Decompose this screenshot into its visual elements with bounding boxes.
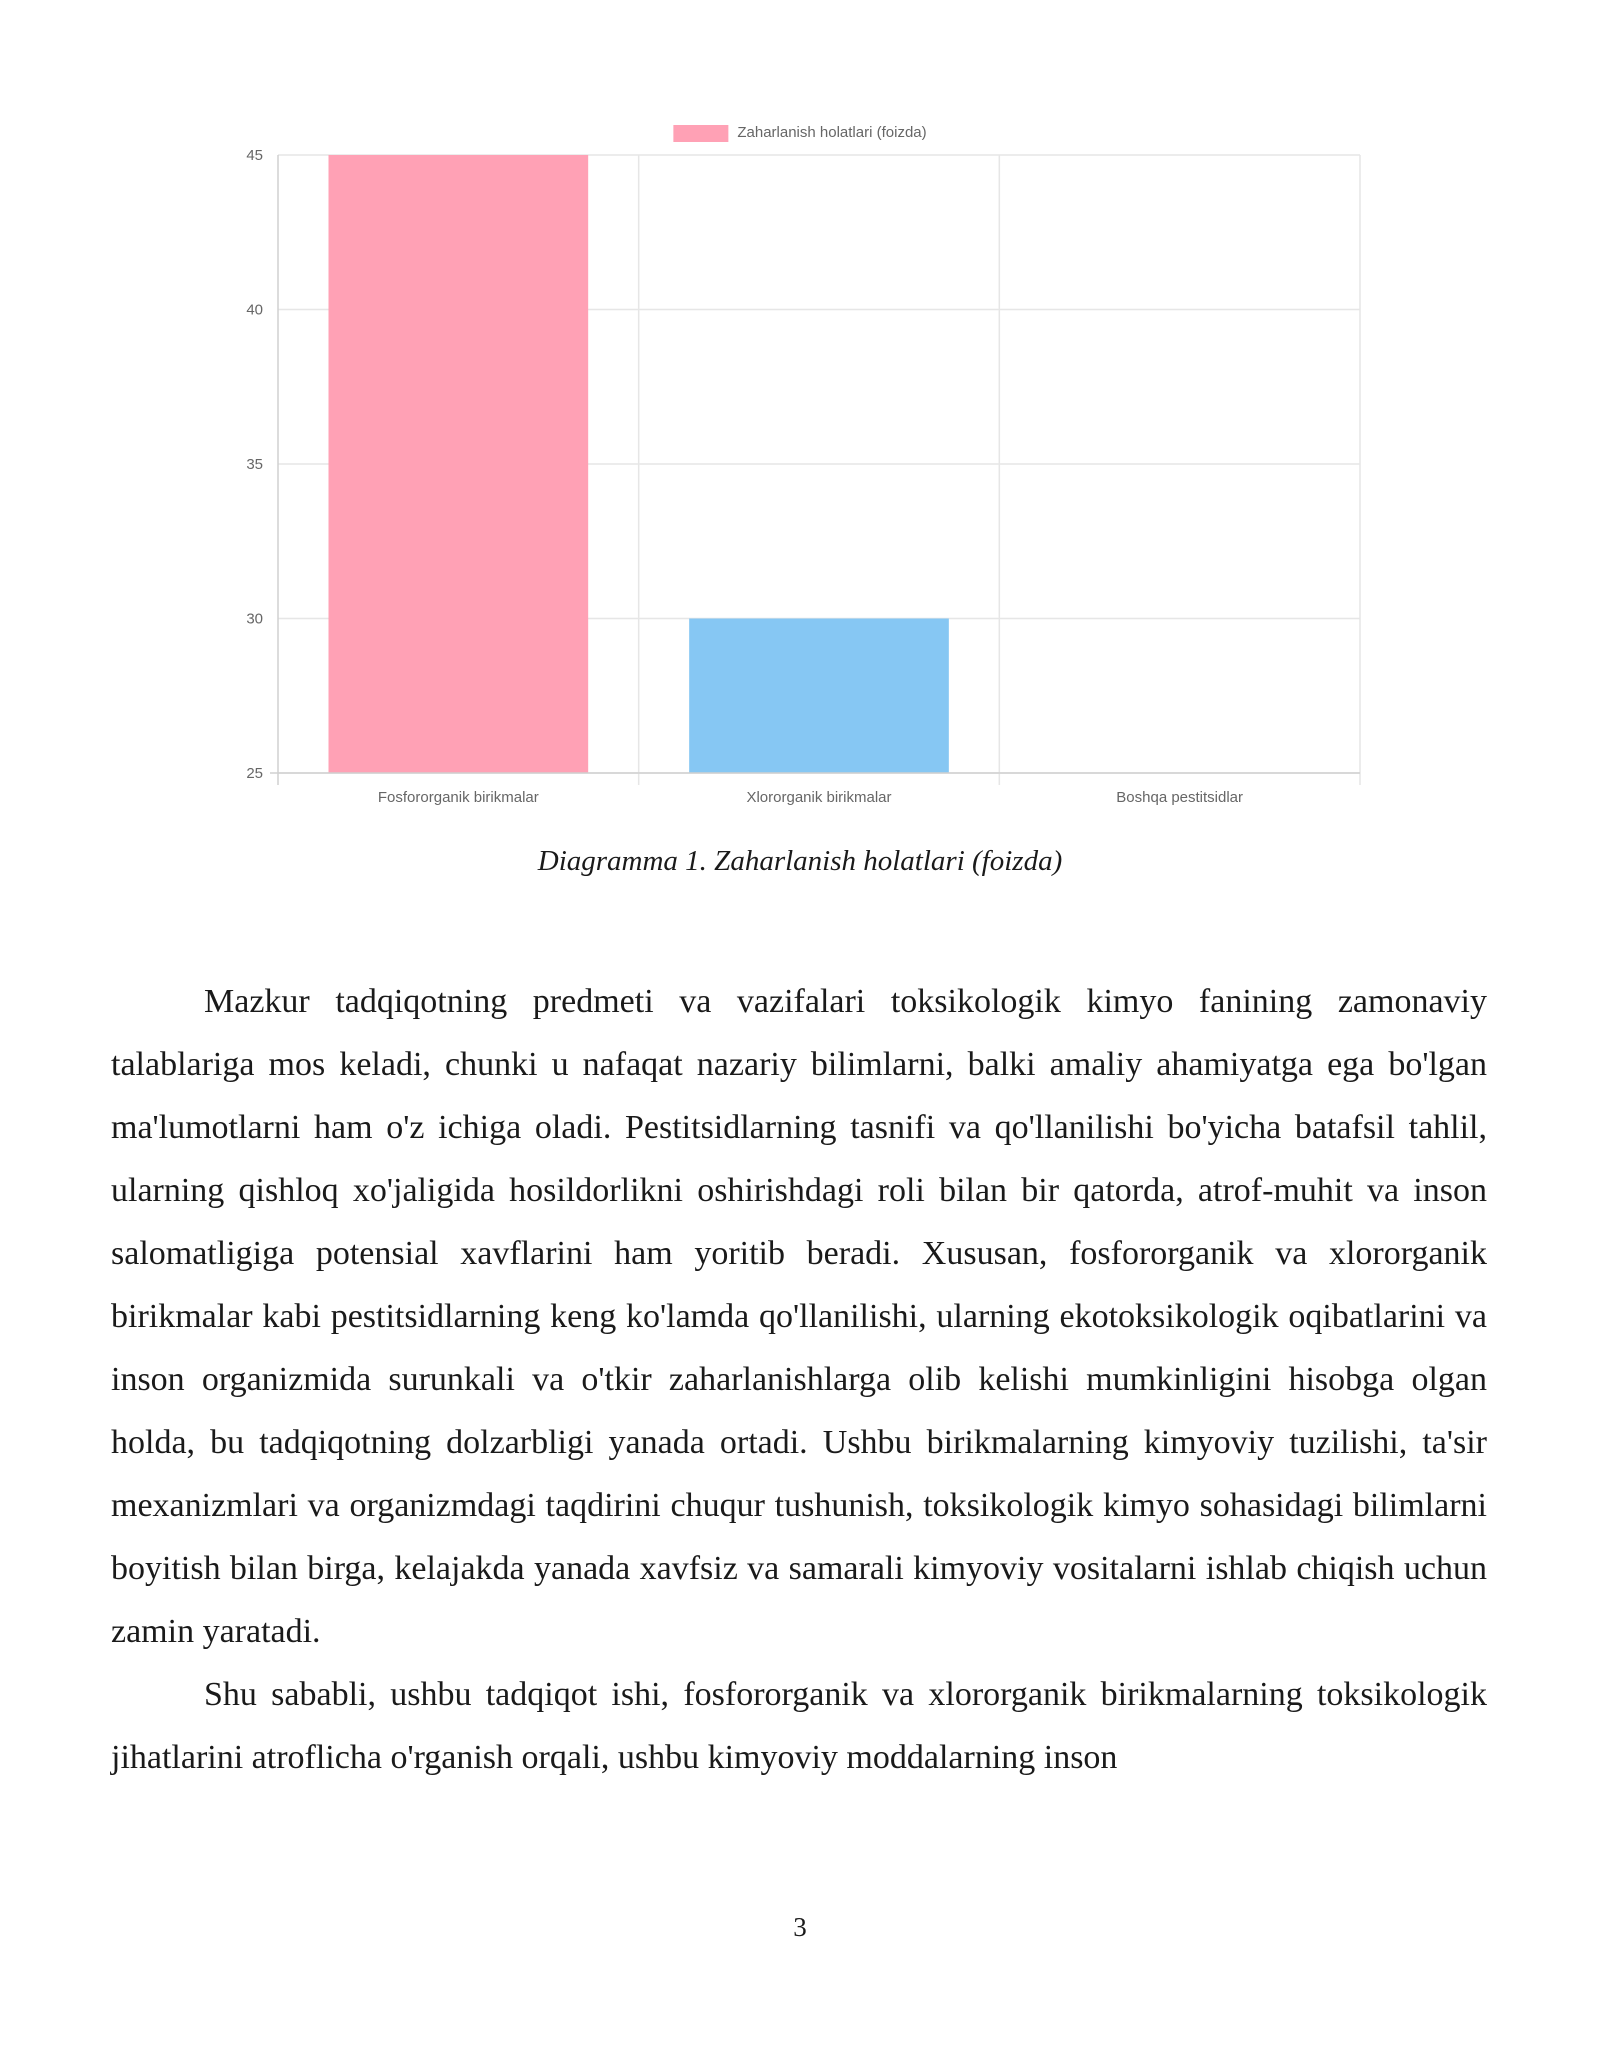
legend-label: Zaharlanish holatlari (foizda) xyxy=(737,124,927,141)
x-tick-label: Xlororganik birikmalar xyxy=(746,789,892,806)
y-tick-label: 40 xyxy=(246,301,263,319)
x-tick-label: Fosfororganik birikmalar xyxy=(377,789,539,806)
bar-chart xyxy=(200,110,1400,830)
page-number: 3 xyxy=(793,1912,807,1942)
bar xyxy=(328,155,588,773)
y-tick-label: 45 xyxy=(246,147,263,164)
y-tick-label: 25 xyxy=(246,765,263,782)
figure-caption: Diagramma 1. Zaharlanish holatlari (foizda) xyxy=(537,845,1063,877)
paragraph-2: Shu sababli, ushbu tadqiqot ishi, fosfororganik va xlororganik birikmalarning toksikologik jihatlarini atroflicha o'rganish orqali, ushbu kimyoviy moddalarning inson xyxy=(111,1676,1487,1776)
paragraph-1: Mazkur tadqiqotning predmeti va vazifalari toksikologik kimyo fanining zamonaviy talablariga mos keladi, chunki u nafaqat nazariy bilimlarni, balki amaliy ahamiyatga ega bo'lgan ma'lumotlarni ham o'z ichiga oladi. Pestitsidlarning tasnifi va qo'llanilishi bo'yicha batafsil tahlil, ularning qishloq xo'jaligida hosildorlikni oshirishdagi roli bilan bir qatorda, atrof-muhit va inson salomatligiga potensial xavflarini ham yoritib beradi. Xususan, fosfororganik va xlororganik birikmalar kabi pestitsidlarning keng ko'lamda qo'llanilishi, ularning ekotoksikologik oqibatlarini va inson organizmida surunkali va o'tkir zaharlanishlarga olib kelishi mumkinligini hisobga olgan holda, bu tadqiqotning dolzarbligi yanada ortadi. Ushbu birikmalarning kimyoviy tuzilishi, ta'sir mexanizmlari va organizmdagi taqdirini chuqur tushunish, toksikologik kimyo sohasidagi bilimlarni boyitish bilan birga, kelajakda yanada xavfsiz va samarali kimyoviy vositalarni ishlab chiqish uchun zamin yaratadi. xyxy=(111,983,1487,1650)
body-text xyxy=(111,970,1487,1789)
bar xyxy=(689,619,949,774)
x-tick-label: Boshqa pestitsidlar xyxy=(1116,789,1244,806)
y-tick-label: 30 xyxy=(246,610,263,628)
legend-swatch xyxy=(673,125,728,142)
y-tick-label: 35 xyxy=(246,456,263,473)
